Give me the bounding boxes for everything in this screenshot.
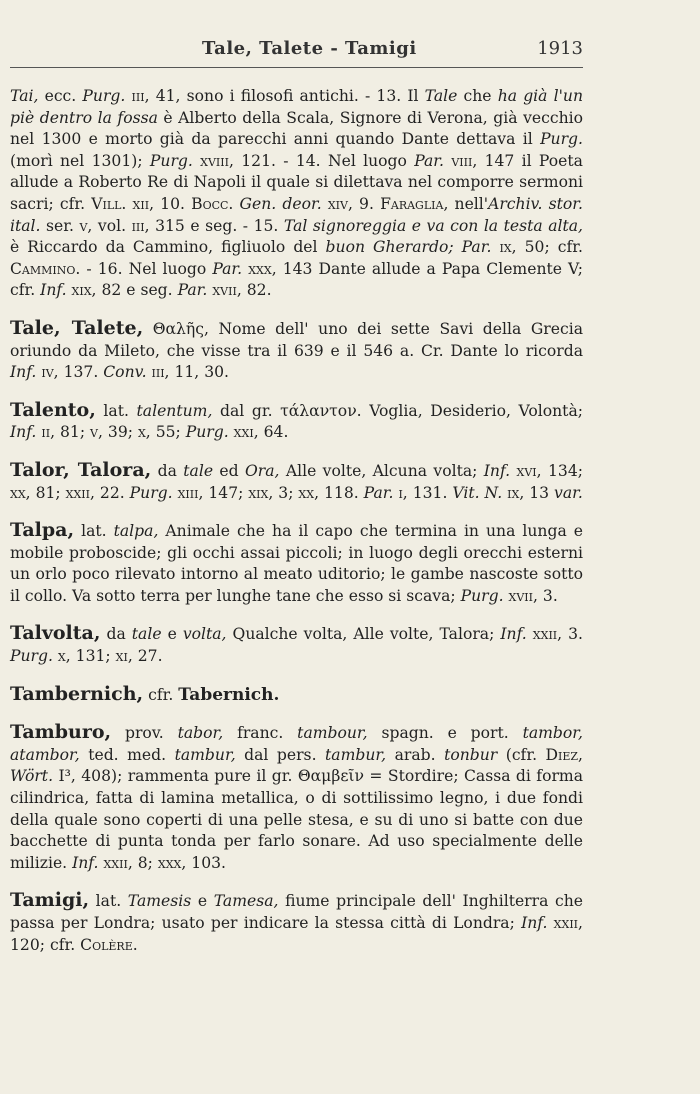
entry-text: spagn. e port. <box>367 724 523 743</box>
entry-text: dal gr. τάλαντον. Voglia, Desiderio, Volontà; <box>212 401 584 420</box>
entry-text: , 137. <box>53 363 104 382</box>
italic-text: talentum, <box>136 401 213 420</box>
small-caps-text: xxii <box>532 625 558 644</box>
entry-text: fiume principale dell' Inghilterra che passa per Londra; usato per indicare la stessa città di Londra; <box>10 892 583 932</box>
entry-text: , 81; <box>25 483 66 502</box>
small-caps-text: Vill. <box>91 194 127 213</box>
small-caps-text: xxii <box>65 483 90 502</box>
small-caps-text: xx <box>298 483 315 502</box>
headword: Tale, Talete, <box>10 316 144 339</box>
entry-text: Θαλῆς, Nome dell' uno dei sette Savi della Grecia oriundo da Mileto, che visse tra il 639 e il 546 a. Cr. Dante lo ricorda <box>10 319 583 360</box>
entry-text: lat. <box>74 522 114 541</box>
entry-text: da <box>100 625 132 644</box>
entry-text: , 121. - 14. Nel luogo <box>228 151 415 170</box>
entry-text: , 3. <box>532 586 558 605</box>
entry-text: , 3; <box>268 483 299 502</box>
entry-tamigi <box>10 890 583 956</box>
entry-list <box>10 86 583 972</box>
entry-text: , 22. <box>90 483 130 502</box>
running-title: Tale, Talete - Tamigi <box>202 38 417 59</box>
italic-text: tonbur <box>444 745 498 764</box>
entry-text: . <box>132 935 138 954</box>
small-caps-text: xix <box>248 483 269 502</box>
entry-text: , 81; <box>50 423 91 442</box>
entry-text: . - 16. Nel luogo <box>75 259 213 278</box>
entry-text: è Alberto della Scala, Signore di Verona, già vecchio nel 1300 e morto già da parecchi anni quando Dante dettava il <box>10 108 583 149</box>
entry-talpa <box>10 520 583 607</box>
small-caps-text: viii <box>451 151 473 170</box>
entry-text: Animale che ha il capo che termina in una lunga e mobile proboscide; gli occhi assai piccoli; in luogo degli orecchi esterni un orlo poco rilevato intorno al meato uditorio; le gambe nascoste sotto il collo. Va sotto terra per lunghe tane che esso si scava; <box>10 522 583 605</box>
entry-text: , 13 <box>519 483 555 502</box>
entry-text: , 147 il Poeta allude a Roberto Re di Napoli il quale si dilettava nel comporre sermoni sacri; cfr. <box>10 151 583 213</box>
italic-text: Tamesis <box>127 892 192 911</box>
italic-text: ha già l'un piè dentro la fossa <box>10 87 583 127</box>
italic-text: Tai, <box>10 87 39 105</box>
italic-text: talpa, <box>113 522 159 541</box>
entry-text: dal pers. <box>235 745 326 764</box>
italic-text: tambur, <box>174 745 236 764</box>
entry-text: , 41, sono i filosofi antichi. - 13. Il <box>144 87 425 105</box>
small-caps-text: iv <box>41 363 54 382</box>
entry-text: , 143 Dante allude a Papa Clemente V; cfr. <box>10 259 583 300</box>
entry-text: , 64. <box>253 423 289 442</box>
italic-text: tale <box>183 461 214 480</box>
entry-text: e <box>161 625 183 644</box>
italic-text: Purg. <box>185 423 229 442</box>
entry-text: e <box>191 892 214 911</box>
italic-text: Tal signoreggia e va con la testa alta, <box>283 216 584 235</box>
entry-text: ted. med. <box>79 745 175 764</box>
italic-text: Par. <box>461 238 492 257</box>
entry-text: (cfr. <box>497 745 546 764</box>
entry-text: arab. <box>386 745 445 764</box>
entry-text: ecc. <box>38 87 83 105</box>
italic-text: buon Gherardo; <box>325 238 454 257</box>
small-caps-text: Diez <box>545 745 579 764</box>
entry-text: , 50; cfr. <box>511 238 583 257</box>
small-caps-text: ix <box>499 238 512 257</box>
italic-text: Purg. <box>10 647 53 666</box>
entry-text: , 118. <box>314 483 364 502</box>
italic-text: tabor, <box>177 724 224 743</box>
entry-text: , 120; cfr. <box>10 914 583 954</box>
entry-text: prov. <box>111 724 178 743</box>
entry-text: , nell' <box>443 194 489 213</box>
entry-talvolta <box>10 623 583 667</box>
italic-text: Par. <box>363 483 394 502</box>
small-caps-text: xix <box>71 281 92 300</box>
italic-text: Par. <box>177 281 208 300</box>
italic-text: tambour, <box>297 724 368 743</box>
entry-text: , 131; <box>65 647 116 666</box>
entry-tale-talete <box>10 318 583 384</box>
italic-text: Purg. <box>460 586 504 605</box>
entry-text: che <box>457 87 498 105</box>
entry-text: , 27. <box>127 647 163 666</box>
entry-text: , 315 e seg. - 15. <box>144 216 284 235</box>
small-caps-text: xviii <box>200 151 229 170</box>
small-caps-text: xxx <box>157 853 182 872</box>
italic-text: volta, <box>182 625 227 644</box>
entry-text: , 8; <box>127 853 158 872</box>
cross-reference: Tabernich. <box>178 684 280 705</box>
italic-text: Tale <box>424 87 458 105</box>
entry-text: , vol. <box>87 216 132 235</box>
small-caps-text: xvii <box>212 281 237 300</box>
headword: Tamburo, <box>10 721 112 744</box>
entry-text: , 82. <box>236 281 272 300</box>
small-caps-text: iii <box>131 87 145 105</box>
small-caps-text: xxii <box>553 914 579 932</box>
italic-text: Tamesa, <box>213 892 279 911</box>
small-caps-text: ii <box>41 423 51 442</box>
italic-text: Inf. <box>72 853 99 872</box>
small-caps-text: xx <box>10 483 26 502</box>
entry-text: (morì nel 1301); <box>10 151 150 170</box>
italic-text: Vit. N. <box>452 483 503 502</box>
entry-tal-continuation <box>10 86 583 302</box>
italic-text: Purg. <box>82 87 126 105</box>
italic-text: Par. <box>414 151 445 170</box>
italic-text: Purg. <box>149 151 193 170</box>
entry-tamburo <box>10 722 583 874</box>
entry-text: , 82 e seg. <box>91 281 178 300</box>
headword: Talor, Talora, <box>10 458 152 481</box>
italic-text: Archiv. stor. ital. <box>10 194 583 235</box>
small-caps-text: x <box>137 423 146 442</box>
headword: Talvolta, <box>10 622 101 645</box>
small-caps-text: ix <box>507 483 520 502</box>
entry-text: ed <box>213 461 245 480</box>
small-caps-text: xvii <box>508 586 533 605</box>
italic-text: Inf. <box>10 363 37 382</box>
small-caps-text: xiii <box>177 483 199 502</box>
italic-text: Purg. <box>540 130 583 149</box>
italic-text: Wört. <box>10 767 54 786</box>
entry-text: , 134; <box>536 461 583 480</box>
entry-text: , <box>578 745 584 764</box>
entry-text: , 147; <box>198 483 249 502</box>
small-caps-text: i <box>398 483 403 502</box>
small-caps-text: Colère <box>80 935 133 954</box>
entry-text: , 55; <box>145 423 186 442</box>
entry-text: , 9. <box>347 194 381 213</box>
italic-text: Gen. deor. <box>239 194 322 213</box>
small-caps-text: iii <box>131 216 145 235</box>
small-caps-text: iii <box>151 363 165 382</box>
small-caps-text: Bocc. <box>191 194 234 213</box>
entry-text: lat. <box>89 892 128 911</box>
entry-text: Alle volte, Alcuna volta; <box>279 461 484 480</box>
italic-text: Inf. <box>483 461 511 480</box>
italic-text: Inf. <box>500 625 527 644</box>
entry-text: , 131. <box>402 483 453 502</box>
entry-text: , 10. <box>149 194 192 213</box>
entry-text: , 103. <box>181 853 226 872</box>
small-caps-text: xxx <box>248 259 272 278</box>
small-caps-text: xii <box>132 194 150 213</box>
headword: Talento, <box>10 398 96 421</box>
entry-text: , 11, 30. <box>164 363 230 382</box>
page-number: 1913 <box>537 38 583 59</box>
small-caps-text: xxi <box>233 423 254 442</box>
headword: Tamigi, <box>10 889 90 912</box>
italic-text: tale <box>131 625 162 644</box>
small-caps-text: xxii <box>103 853 128 872</box>
italic-text: Purg. <box>129 483 173 502</box>
entry-text: , 39; <box>97 423 138 442</box>
italic-text: Inf. <box>40 281 67 300</box>
small-caps-text: v <box>90 423 98 442</box>
entry-text: ser. <box>40 216 80 235</box>
entry-text: franc. <box>223 724 298 743</box>
italic-text: Inf. <box>10 423 37 442</box>
entry-tambernich <box>10 684 583 707</box>
small-caps-text: xiv <box>327 194 348 213</box>
italic-text: Ora, <box>244 461 280 480</box>
small-caps-text: xvi <box>516 461 537 480</box>
italic-text: Inf. <box>521 914 548 932</box>
entry-talor <box>10 460 583 504</box>
entry-text: da <box>151 461 184 480</box>
small-caps-text: Faraglia <box>380 194 444 213</box>
small-caps-text: xi <box>115 647 128 666</box>
italic-text: var. <box>554 483 583 502</box>
small-caps-text: v <box>79 216 88 235</box>
entry-text: , 3. <box>557 625 583 644</box>
entry-text: I³, 408); rammenta pure il gr. Θαμβεῖν = Stordire; Cassa di forma cilindrica, fatta di lamina metallica, o di sottilissimo legno, i due fondi della quale sono coperti di una pelle stesa, e su di uno si batte con due bacchette di punta tonda per farlo sonare. Ad uso specialmente delle milizie. <box>10 767 583 872</box>
italic-text: Conv. <box>103 363 147 382</box>
entry-text: è Riccardo da Cammino, figliuolo del <box>10 238 326 257</box>
entry-text: cfr. <box>143 685 179 704</box>
entry-text <box>454 238 462 256</box>
entry-text: lat. <box>95 401 137 420</box>
small-caps-text: x <box>57 647 66 666</box>
entry-talento <box>10 400 583 444</box>
small-caps-text: Cammino <box>10 259 76 278</box>
italic-text: tambor, atambor, <box>10 724 583 764</box>
running-header <box>10 38 583 68</box>
italic-text: Par. <box>212 259 243 278</box>
italic-text: tambur, <box>325 745 387 764</box>
entry-text: Qualche volta, Alle volte, Talora; <box>226 625 501 644</box>
headword: Tambernich, <box>10 682 144 705</box>
headword: Talpa, <box>10 519 75 542</box>
